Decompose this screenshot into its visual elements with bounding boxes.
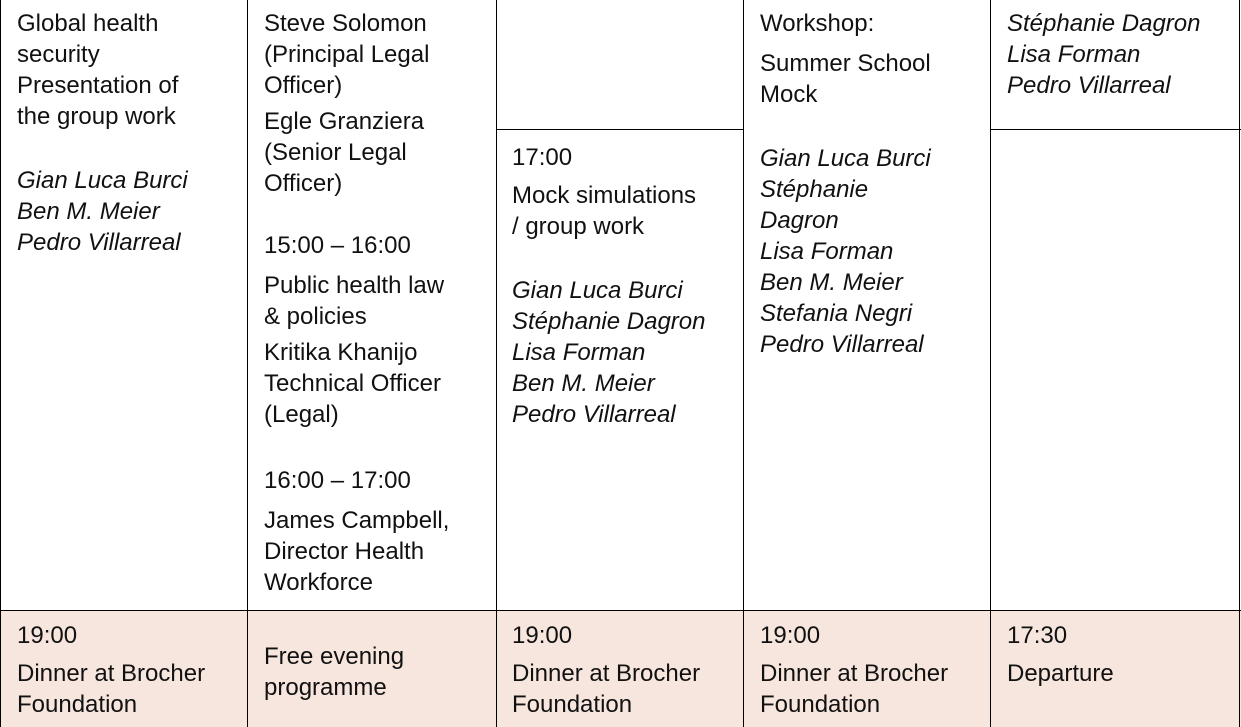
evening-label: Free evening programme — [264, 643, 405, 701]
col2-time-1600: 16:00 – 17:00 — [264, 467, 411, 494]
column-divider-3 — [743, 0, 744, 727]
col2-topic-public-health-law: Public health law & policies — [264, 272, 445, 330]
evening-cell-3 — [512, 620, 740, 720]
cell-divider-col3 — [496, 129, 743, 130]
col4-workshop-label: Workshop: — [760, 10, 875, 37]
col5-speakers: Stéphanie Dagron Lisa Forman Pedro Villarreal — [1007, 10, 1201, 99]
col1-cell — [17, 8, 242, 258]
col4-cell — [760, 8, 988, 360]
row-divider-evening — [0, 610, 1241, 611]
col2-speaker-khanijo: Kritika Khanijo Technical Officer (Legal) — [264, 339, 441, 428]
evening-time: 19:00 — [760, 622, 821, 649]
column-divider-2 — [496, 0, 497, 727]
column-divider-4 — [990, 0, 991, 727]
evening-label: Dinner at Brocher Foundation — [512, 660, 701, 718]
col2-speaker-solomon: Steve Solomon (Principal Legal Officer) — [264, 10, 430, 99]
col2-cell — [264, 8, 492, 598]
col3-activity: Mock simulations / group work — [512, 182, 697, 240]
col2-speaker-granziera: Egle Granziera (Senior Legal Officer) — [264, 108, 425, 197]
table-right-border — [1239, 0, 1240, 727]
col1-speakers: Gian Luca Burci Ben M. Meier Pedro Villarreal — [17, 167, 188, 256]
col4-workshop-title: Summer School Mock — [760, 50, 931, 108]
evening-label: Departure — [1007, 660, 1114, 687]
evening-cell-1 — [17, 620, 242, 720]
col2-speaker-campbell: James Campbell, Director Health Workforce — [264, 507, 450, 596]
col1-topic: Global health security — [17, 10, 159, 68]
col3-cell — [512, 142, 740, 430]
col3-time: 17:00 — [512, 144, 573, 171]
evening-cell-5 — [1007, 620, 1237, 689]
evening-cell-2 — [264, 641, 492, 703]
col5-cell — [1007, 8, 1237, 101]
col4-speakers: Gian Luca Burci Stéphanie Dagron Lisa Forman Ben M. Meier Stefania Negri Pedro Villarreal — [760, 145, 931, 358]
col2-time-1500: 15:00 – 16:00 — [264, 232, 411, 259]
col3-speakers: Gian Luca Burci Stéphanie Dagron Lisa Forman Ben M. Meier Pedro Villarreal — [512, 277, 706, 428]
table-left-border — [0, 0, 1, 727]
evening-time: 19:00 — [17, 622, 78, 649]
evening-cell-4 — [760, 620, 988, 720]
evening-time: 17:30 — [1007, 622, 1068, 649]
evening-time: 19:00 — [512, 622, 573, 649]
evening-label: Dinner at Brocher Foundation — [760, 660, 949, 718]
cell-divider-col5 — [990, 129, 1241, 130]
col1-presentation: Presentation of the group work — [17, 72, 179, 130]
evening-label: Dinner at Brocher Foundation — [17, 660, 206, 718]
column-divider-1 — [247, 0, 248, 727]
